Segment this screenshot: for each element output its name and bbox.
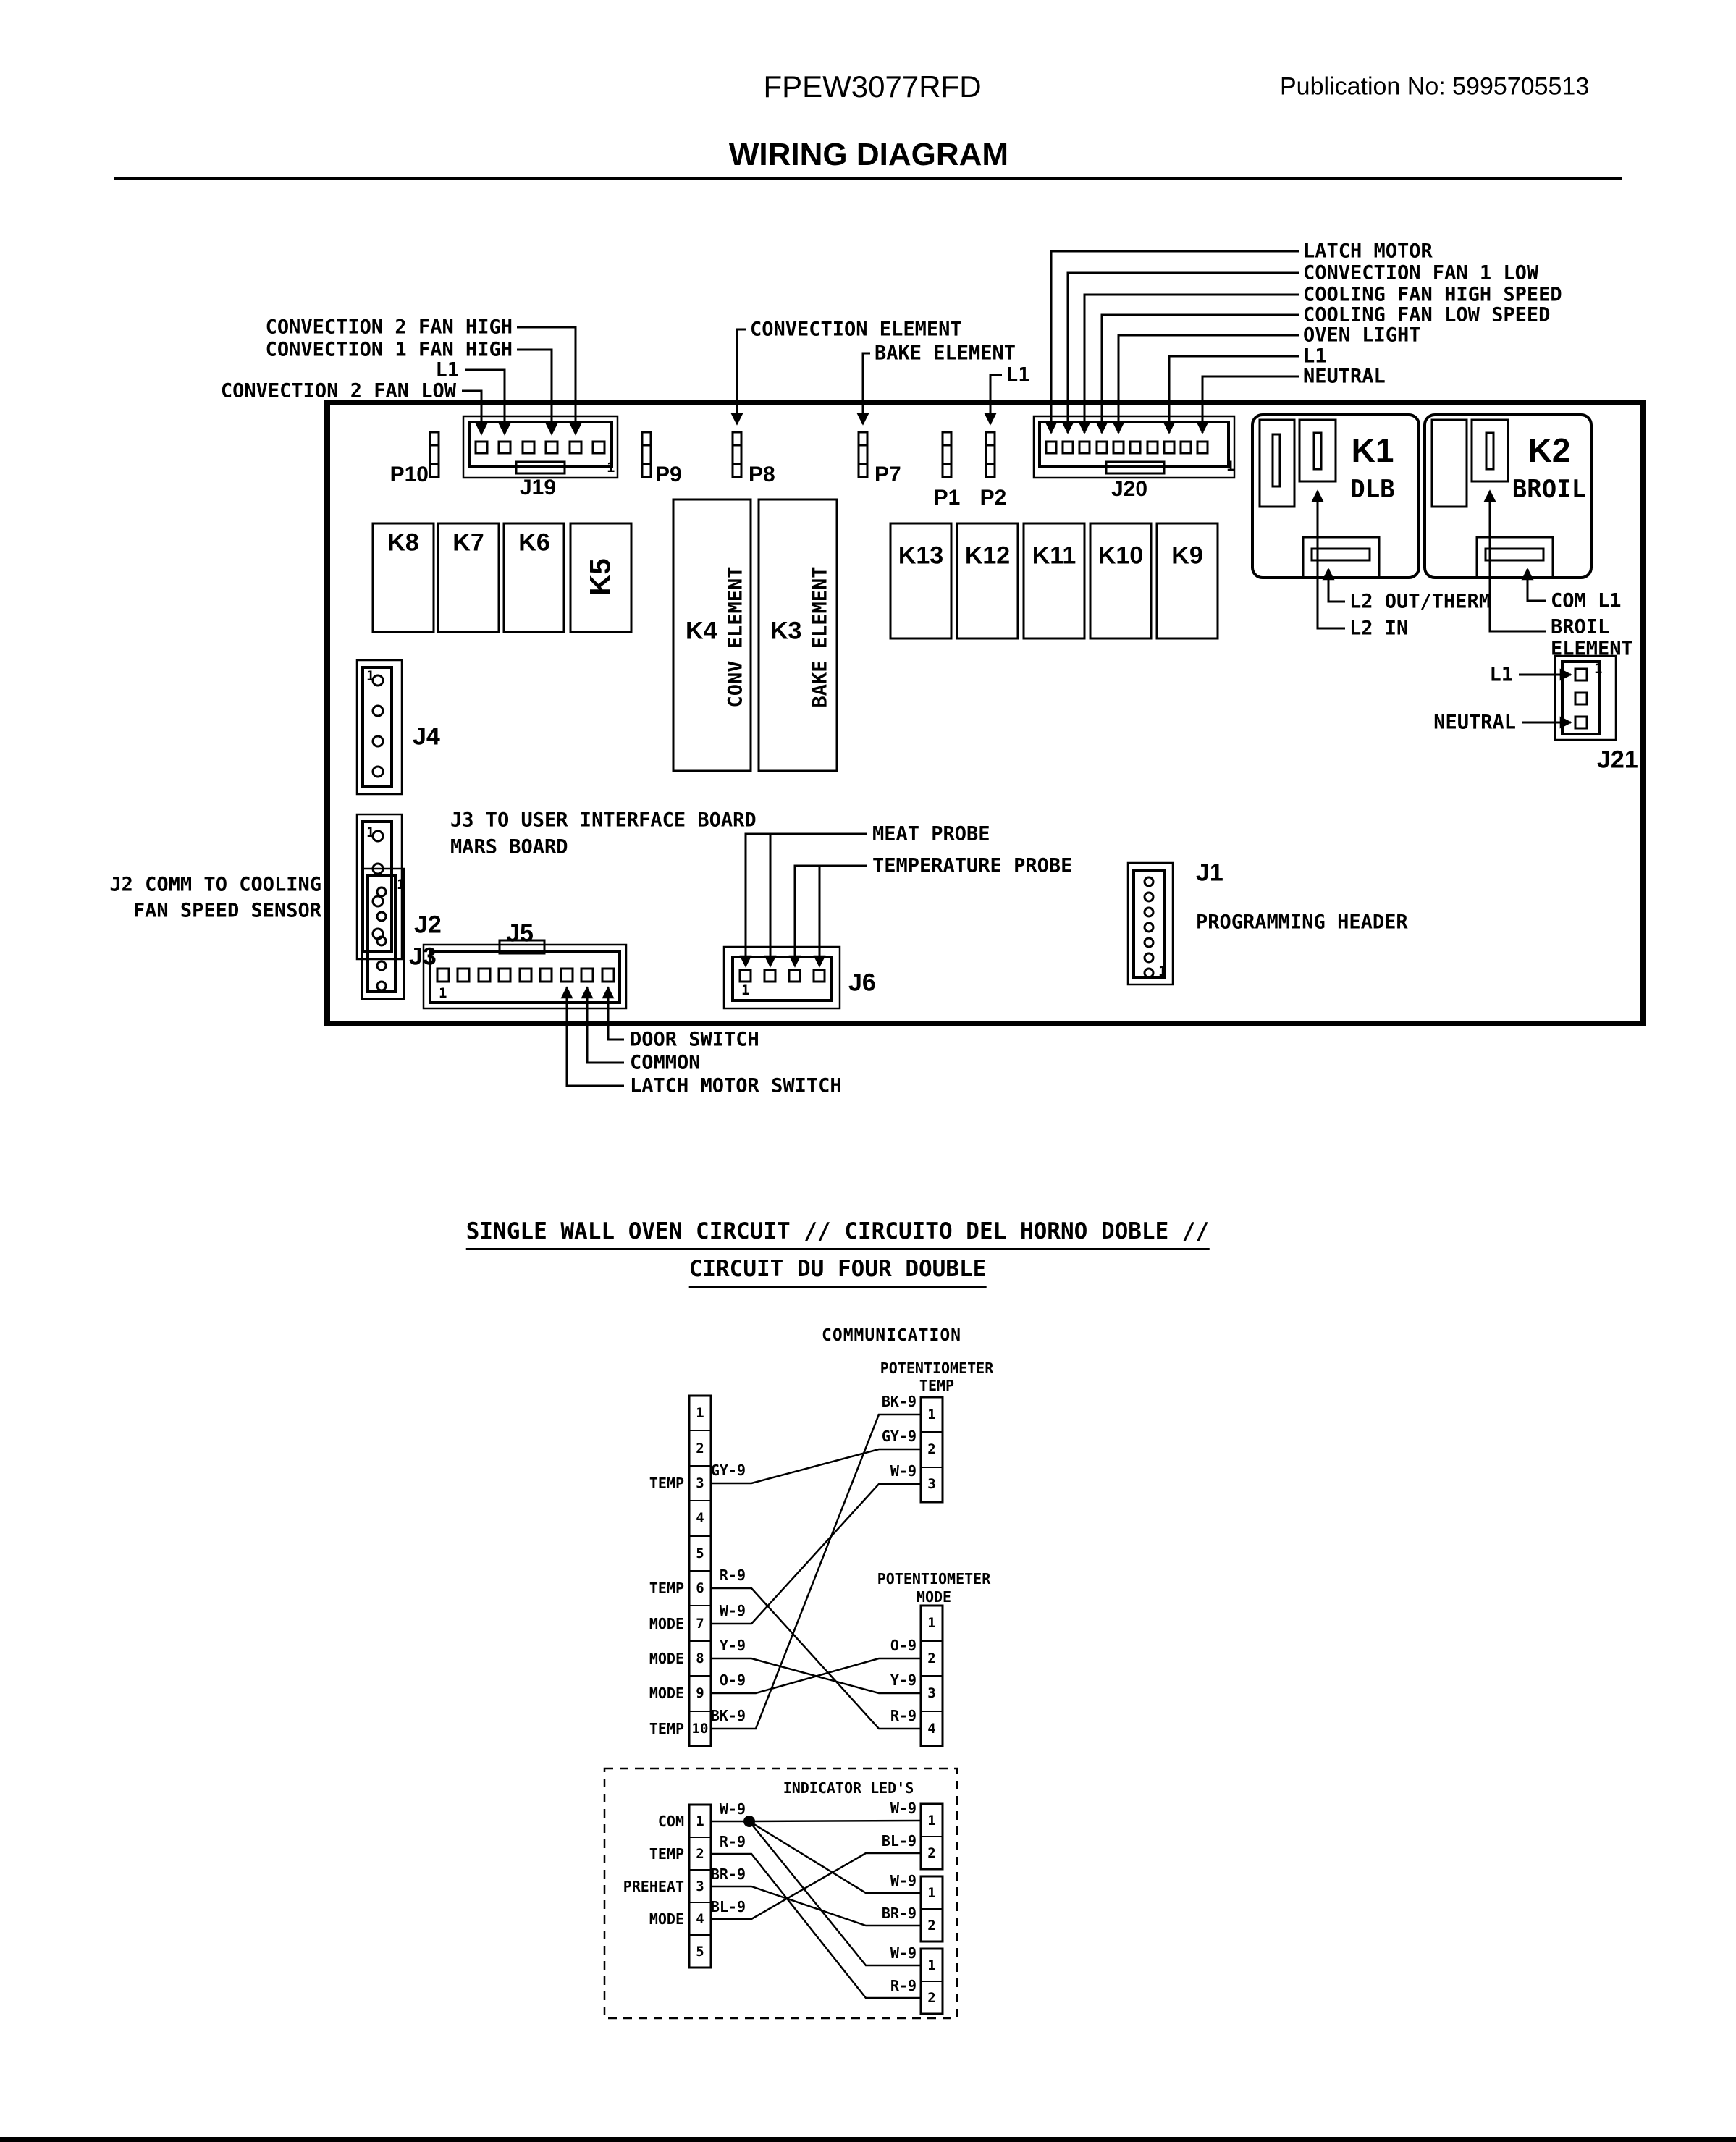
wire-o9-right: O-9	[890, 1637, 917, 1654]
p-pins	[430, 432, 995, 477]
led-row-com: COM	[657, 1813, 684, 1830]
label-j21: J21	[1597, 746, 1638, 774]
label-com-l1: COM L1	[1551, 589, 1622, 612]
label-k6: K6	[518, 528, 550, 557]
wire-w9-right: W-9	[890, 1462, 917, 1480]
label-broil-element-1: BROIL	[1551, 615, 1610, 638]
label-meat-probe: MEAT PROBE	[872, 822, 990, 846]
led-conn-b-pin-1: 1	[927, 1885, 936, 1901]
label-latch-motor: LATCH MOTOR	[1303, 240, 1433, 263]
label-l1-j19: L1	[435, 358, 459, 381]
label-programming-header: PROGRAMMING HEADER	[1196, 911, 1408, 934]
led-wire-r9-left: R-9	[719, 1833, 746, 1850]
label-l1-j20: L1	[1303, 345, 1327, 368]
led-wire-bl9-a: BL-9	[881, 1832, 917, 1850]
comm-pin-9: 9	[696, 1685, 704, 1701]
pot-mode-pin-2: 2	[927, 1650, 936, 1666]
led-pin-3: 3	[696, 1879, 704, 1894]
label-l2-in: L2 IN	[1349, 617, 1409, 640]
label-l1-p2: L1	[1006, 363, 1030, 387]
comm-row-temp-3: TEMP	[649, 1475, 684, 1492]
label-k12: K12	[964, 541, 1011, 570]
label-neutral-j20: NEUTRAL	[1303, 365, 1386, 388]
label-k4: K4	[686, 617, 717, 645]
pot-temp-pin-3: 3	[927, 1476, 936, 1492]
scan-edge	[0, 2137, 1736, 2142]
label-p2: P2	[979, 486, 1007, 510]
document-model-number: FPEW3077RFD	[763, 69, 982, 104]
j20-connector	[1034, 416, 1234, 478]
label-j2: J2	[414, 911, 442, 939]
p10-pin	[430, 432, 439, 477]
label-convection-element: CONVECTION ELEMENT	[750, 318, 962, 341]
led-wire-w9-a: W-9	[890, 1800, 917, 1817]
wire-bk9-right: BK-9	[881, 1393, 917, 1410]
comm-pin-2: 2	[696, 1441, 704, 1456]
led-wire-bl9-left: BL-9	[710, 1898, 746, 1915]
j2-pin1-marker: 1	[397, 877, 405, 893]
p1-pin	[943, 432, 951, 477]
label-latch-motor-switch: LATCH MOTOR SWITCH	[630, 1074, 842, 1097]
led-wire-br9-left: BR-9	[710, 1865, 746, 1883]
j5-connector	[424, 940, 626, 1008]
label-j6: J6	[848, 969, 876, 997]
label-k4-conv-element: CONV ELEMENT	[724, 566, 747, 708]
p2-pin	[986, 432, 995, 477]
label-j3-desc-2: MARS BOARD	[450, 835, 568, 859]
label-j2-desc-1: J2 COMM TO COOLING	[109, 873, 321, 896]
wire-r9-left: R-9	[719, 1567, 746, 1584]
led-conn-a-pin-2: 2	[927, 1845, 936, 1861]
comm-pin-5: 5	[696, 1546, 704, 1561]
label-convection-2-fan-high: CONVECTION 2 FAN HIGH	[265, 316, 513, 339]
p9-pin	[642, 432, 651, 477]
led-wire-w9-c: W-9	[890, 1944, 917, 1962]
wire-bk9-left: BK-9	[710, 1707, 746, 1724]
comm-row-mode-9: MODE	[649, 1684, 684, 1702]
led-right-connectors	[921, 1804, 943, 2014]
label-communication: COMMUNICATION	[822, 1326, 962, 1345]
label-common: COMMON	[630, 1051, 701, 1074]
j6-connector	[724, 947, 840, 1008]
led-wire-w9-b: W-9	[890, 1872, 917, 1889]
comm-pin-1: 1	[696, 1405, 704, 1421]
label-k9: K9	[1171, 541, 1203, 570]
j3-pin1-marker: 1	[366, 825, 375, 840]
led-wire-r9-c: R-9	[890, 1977, 917, 1994]
led-wire-w9-left: W-9	[719, 1800, 746, 1818]
label-k1-dlb: DLB	[1350, 475, 1395, 504]
wire-r9-right: R-9	[890, 1707, 917, 1724]
pot-mode-pin-1: 1	[927, 1615, 936, 1631]
label-oven-light: OVEN LIGHT	[1303, 324, 1421, 347]
led-pin-1: 1	[696, 1813, 704, 1829]
label-k2: K2	[1528, 431, 1571, 469]
comm-pin-4: 4	[696, 1510, 704, 1526]
label-k3-bake-element: BAKE ELEMENT	[809, 566, 832, 708]
label-p9: P9	[655, 463, 682, 486]
comm-row-temp-10: TEMP	[649, 1720, 684, 1737]
j1-pin1-marker: 1	[1158, 964, 1167, 979]
label-k7: K7	[452, 528, 484, 557]
wire-o9-left: O-9	[719, 1671, 746, 1689]
label-convection-1-fan-high: CONVECTION 1 FAN HIGH	[265, 338, 513, 361]
label-p8: P8	[749, 463, 775, 486]
label-convection-2-fan-low: CONVECTION 2 FAN LOW	[220, 379, 456, 402]
comm-pin-10: 10	[691, 1721, 709, 1737]
j4-connector	[357, 660, 402, 794]
relay-bank-k13-k9	[890, 523, 1218, 638]
j21-connector	[1555, 656, 1616, 740]
label-pot-temp-2: TEMP	[919, 1377, 955, 1394]
label-convection-fan-1-low: CONVECTION FAN 1 LOW	[1303, 261, 1539, 284]
j21-pin1-marker: 1	[1594, 661, 1603, 677]
p7-pin	[859, 432, 867, 477]
label-pot-mode-1: POTENTIOMETER	[877, 1570, 991, 1587]
label-pot-temp-1: POTENTIOMETER	[880, 1359, 994, 1377]
pot-temp-pin-1: 1	[927, 1407, 936, 1422]
label-j19: J19	[519, 476, 557, 499]
label-j3: J3	[409, 943, 437, 971]
label-l1-j21: L1	[1489, 663, 1513, 686]
comm-pin-3: 3	[696, 1475, 704, 1491]
label-bake-element: BAKE ELEMENT	[875, 342, 1016, 365]
wire-y9-right: Y-9	[890, 1671, 917, 1689]
led-conn-b-pin-2: 2	[927, 1918, 936, 1934]
label-j3-desc-1: J3 TO USER INTERFACE BOARD	[450, 809, 757, 832]
label-cooling-fan-low-speed: COOLING FAN LOW SPEED	[1303, 303, 1551, 326]
j19-pin1-marker: 1	[607, 460, 615, 476]
led-pin-4: 4	[696, 1911, 704, 1927]
comm-pin-7: 7	[696, 1616, 704, 1632]
wire-w9-left: W-9	[719, 1602, 746, 1619]
label-j5: J5	[506, 919, 534, 948]
label-k5: K5	[584, 558, 617, 596]
label-j2-desc-2: FAN SPEED SENSOR	[132, 899, 321, 922]
j6-pin1-marker: 1	[741, 982, 750, 998]
label-p1: P1	[933, 486, 961, 510]
j5-pin1-marker: 1	[439, 985, 447, 1001]
comm-row-temp-6: TEMP	[649, 1580, 684, 1597]
j20-pin1-marker: 1	[1226, 458, 1235, 474]
label-neutral-j21: NEUTRAL	[1433, 711, 1516, 734]
label-door-switch: DOOR SWITCH	[630, 1028, 759, 1051]
label-p7: P7	[875, 463, 901, 486]
label-k11: K11	[1032, 541, 1076, 570]
label-l2-out-therm: L2 OUT/THERM	[1349, 590, 1491, 613]
label-pot-mode-2: MODE	[916, 1588, 952, 1606]
j20-leader-wires	[1051, 251, 1299, 433]
label-k2-broil: BROIL	[1512, 475, 1587, 504]
label-j4: J4	[413, 722, 440, 751]
label-broil-element-2: ELEMENT	[1551, 637, 1633, 660]
led-conn-a-pin-1: 1	[927, 1813, 936, 1829]
led-pin-5: 5	[696, 1944, 704, 1960]
label-temperature-probe: TEMPERATURE PROBE	[872, 854, 1073, 877]
j19-connector	[463, 416, 618, 478]
label-k8: K8	[387, 528, 419, 557]
label-indicator-leds: INDICATOR LED'S	[783, 1779, 914, 1797]
led-row-temp: TEMP	[649, 1845, 684, 1863]
label-k3: K3	[770, 617, 802, 645]
led-wire-br9-b: BR-9	[881, 1905, 917, 1922]
page-title: WIRING DIAGRAM	[728, 137, 1009, 172]
comm-pin-6: 6	[696, 1580, 704, 1596]
wire-gy9-left: GY-9	[710, 1462, 746, 1479]
led-conn-c-pin-2: 2	[927, 1990, 936, 2006]
label-j1: J1	[1196, 859, 1223, 887]
publication-number: Publication No: 5995705513	[1280, 72, 1590, 101]
comm-row-mode-7: MODE	[649, 1615, 684, 1632]
label-k10: K10	[1097, 541, 1144, 570]
label-cooling-fan-high-speed: COOLING FAN HIGH SPEED	[1303, 283, 1562, 306]
p8-pin	[733, 432, 741, 477]
label-p10: P10	[389, 463, 429, 486]
wire-y9-left: Y-9	[719, 1637, 746, 1654]
comm-row-mode-8: MODE	[649, 1650, 684, 1667]
label-k13: K13	[898, 541, 944, 570]
pot-mode-pin-3: 3	[927, 1685, 936, 1701]
section-title-line1: SINGLE WALL OVEN CIRCUIT // CIRCUITO DEL HORNO DOBLE //	[466, 1218, 1210, 1250]
label-j20: J20	[1111, 477, 1148, 501]
wire-gy9-right: GY-9	[881, 1428, 917, 1445]
section-title-line2: CIRCUIT DU FOUR DOUBLE	[689, 1256, 987, 1288]
led-row-preheat: PREHEAT	[623, 1878, 684, 1895]
pot-temp-pin-2: 2	[927, 1441, 936, 1457]
led-conn-c-pin-1: 1	[927, 1957, 936, 1973]
j4-pin1-marker: 1	[366, 668, 375, 684]
comm-pin-8: 8	[696, 1650, 704, 1666]
label-k1: K1	[1351, 431, 1394, 469]
pot-mode-pin-4: 4	[927, 1721, 936, 1737]
led-pin-2: 2	[696, 1846, 704, 1862]
led-row-mode: MODE	[649, 1910, 684, 1928]
